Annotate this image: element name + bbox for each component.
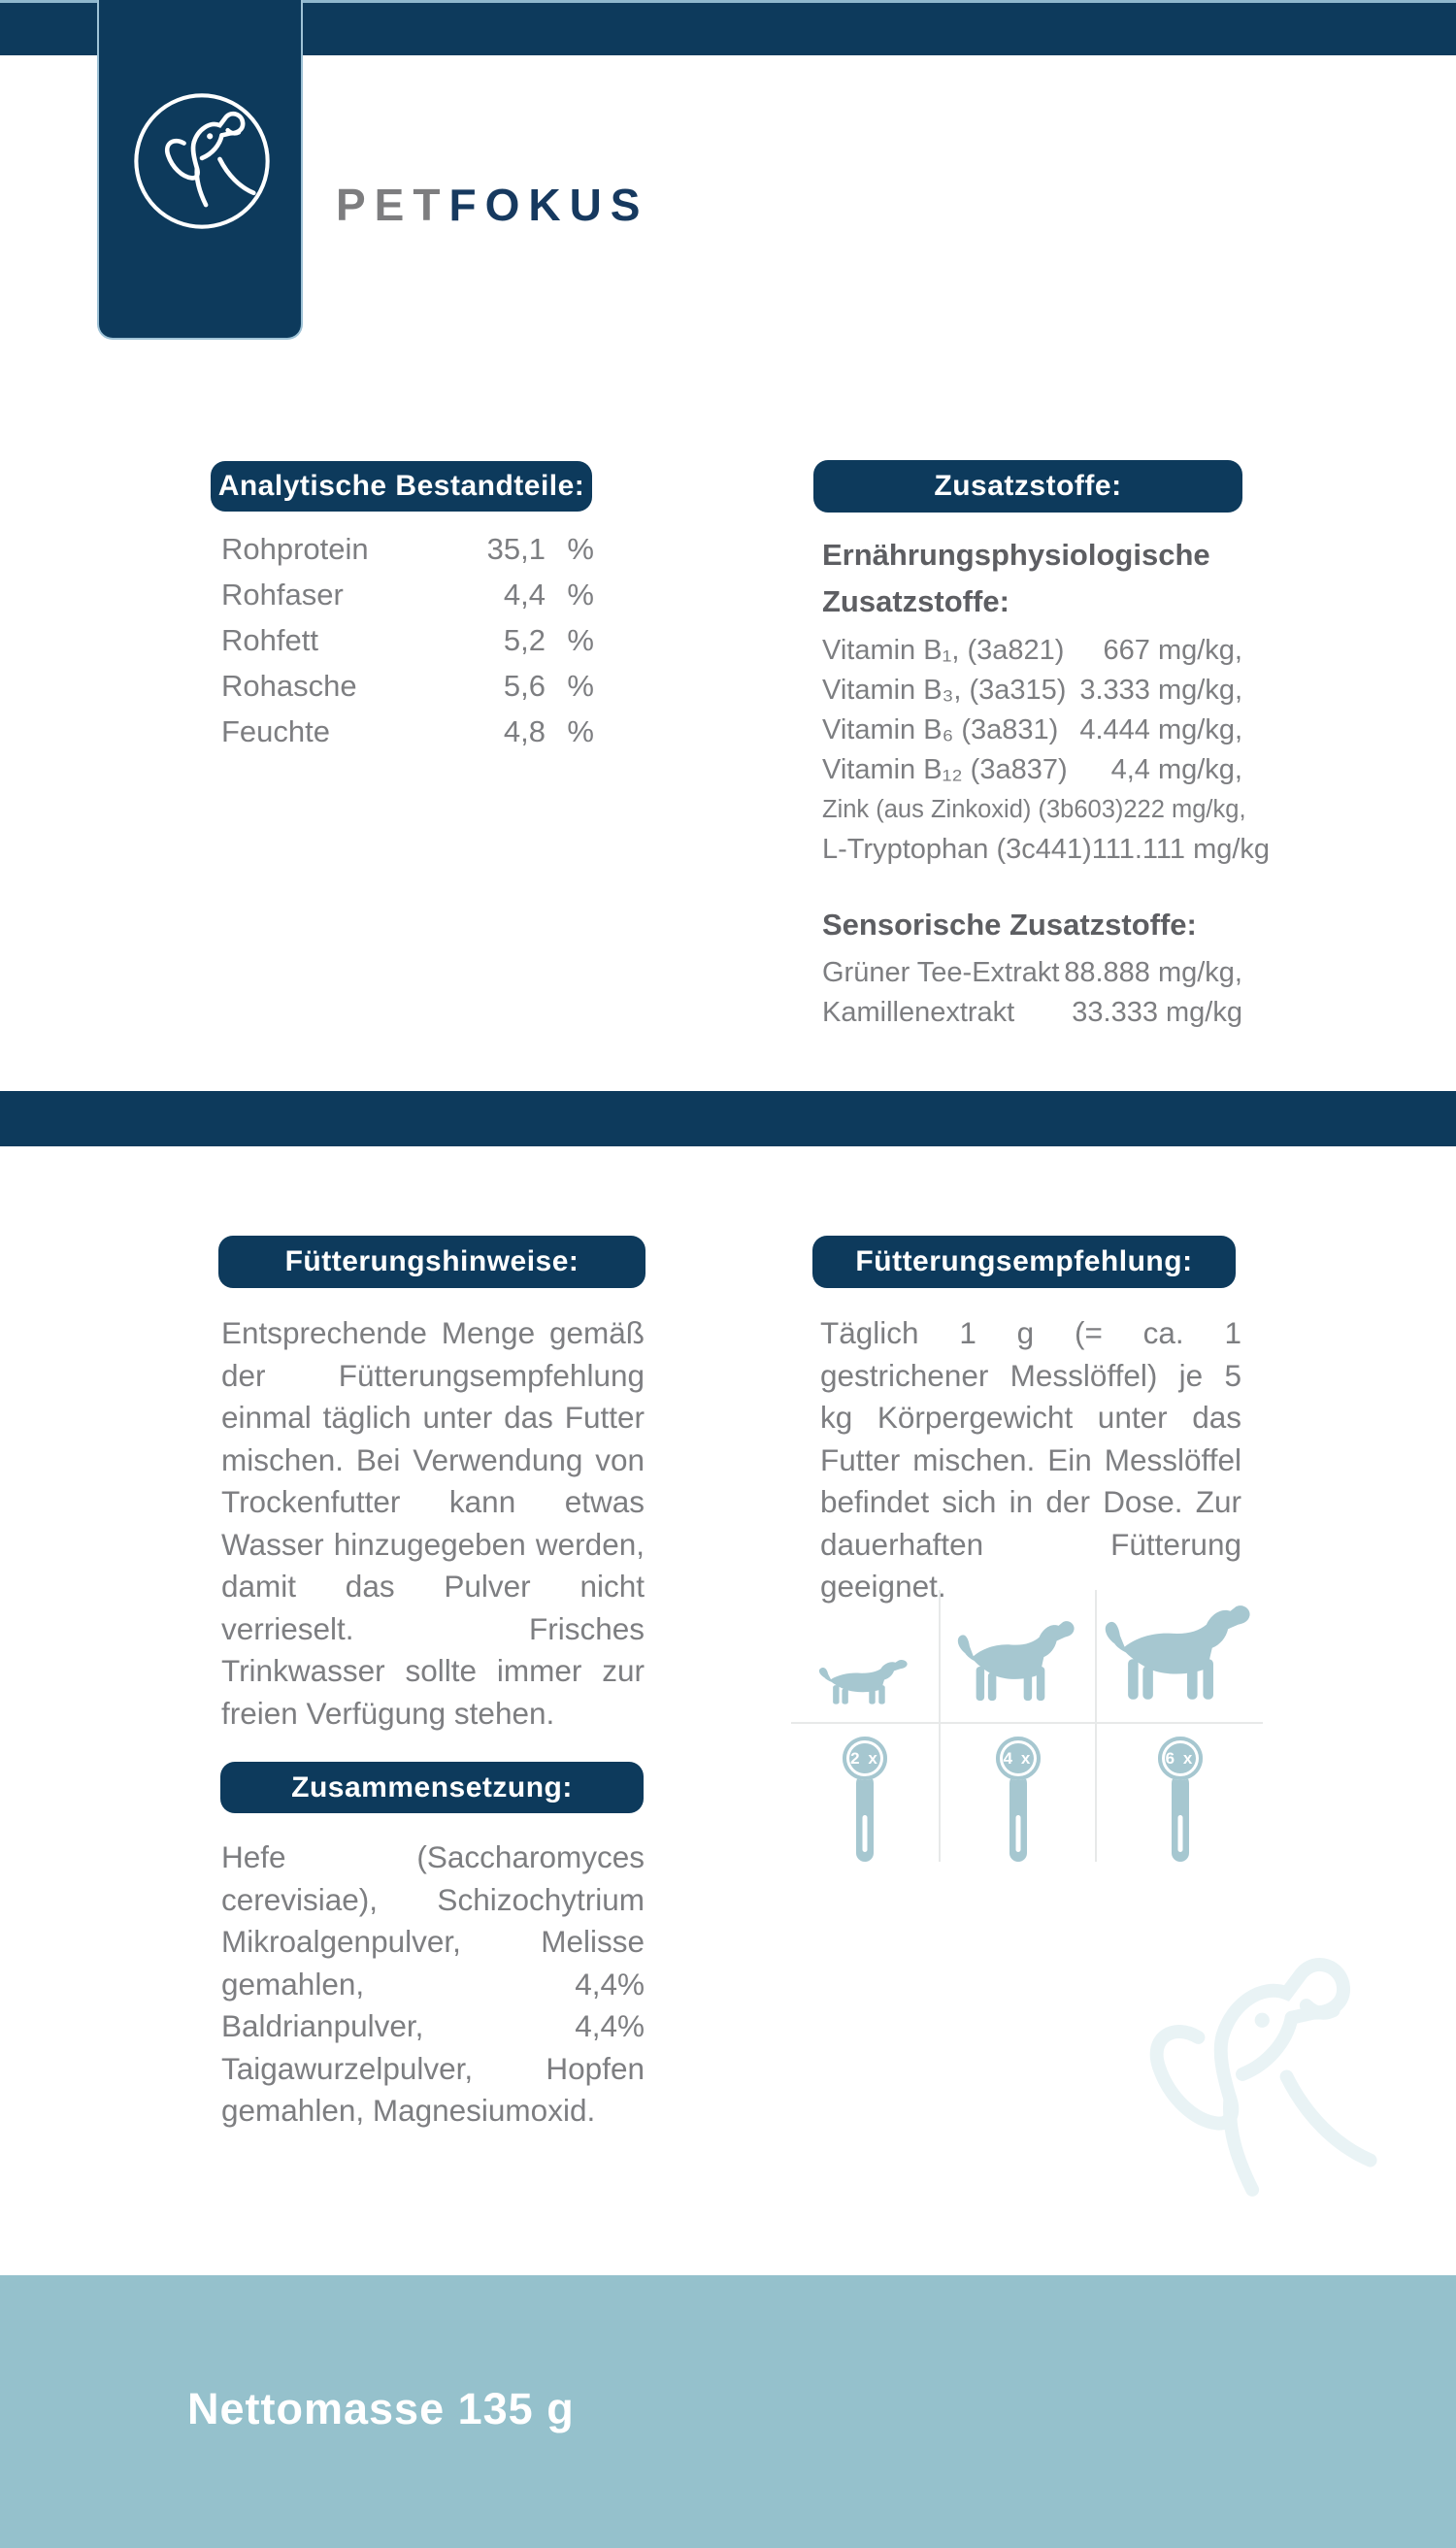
spoon-4x-icon — [996, 1737, 1041, 1862]
analytical-table — [221, 526, 594, 754]
brand-wordmark — [336, 179, 648, 231]
badge-additives: Zusatzstoffe: — [813, 460, 1242, 513]
additives-section — [822, 532, 1271, 1033]
spoon-slit — [1177, 1815, 1182, 1852]
additive-name: L-Tryptophan (3c441) — [822, 834, 1092, 865]
additive-name: Grüner Tee-Extrakt — [822, 957, 1060, 988]
watermark-dog-head-icon — [1043, 1885, 1441, 2278]
additive-row — [822, 631, 1242, 671]
dose-label: 6 x — [1165, 1748, 1195, 1768]
row-label: Feuchte — [221, 713, 331, 748]
nutritional-additives-list — [822, 631, 1271, 870]
spoon-handle — [1172, 1774, 1189, 1862]
table-row — [221, 617, 594, 663]
dog-cell — [941, 1590, 1095, 1724]
dose-column-medium-dog — [941, 1590, 1097, 1862]
row-value: 5,6 — [503, 668, 546, 703]
additive-name: Vitamin B₁₂ (3a837) — [822, 754, 1068, 785]
spoon-6x-icon — [1158, 1737, 1203, 1862]
spoon-slit — [1015, 1815, 1020, 1852]
table-row — [221, 663, 594, 709]
additive-row — [822, 993, 1242, 1033]
net-mass: Nettomasse 135 g — [187, 2384, 575, 2433]
brand-pet: PET — [336, 180, 449, 230]
row-label: Rohasche — [221, 668, 357, 703]
spoon-head — [1158, 1737, 1203, 1780]
dog-cell — [791, 1590, 939, 1724]
sensory-additives-heading: Sensorische Zusatzstoffe: — [822, 908, 1197, 942]
badge-feeding-recommendation: Fütterungsempfehlung: — [812, 1236, 1236, 1288]
additive-value: 4.444 mg/kg, — [1079, 714, 1242, 745]
table-row — [221, 572, 594, 617]
row-unit: % — [567, 531, 594, 566]
dog-small-icon — [816, 1660, 913, 1708]
additive-value: 88.888 mg/kg, — [1064, 957, 1242, 988]
composition-text: Hefe (Saccharomyces cerevisiae), Schizochytrium Mikroalgenpulver, Melisse gemahlen, 4,4% Baldrianpulver, 4,4% Taigawurzelpulver, Hopfen gemahlen, Magnesiumoxid. — [221, 1839, 645, 2128]
row-value: 4,4 — [503, 577, 546, 612]
additive-value: 222 mg/kg, — [1123, 796, 1246, 823]
additive-row — [822, 790, 1246, 830]
row-value: 4,8 — [503, 713, 546, 748]
spoon-head — [996, 1737, 1041, 1780]
additive-value: 667 mg/kg, — [1103, 635, 1242, 666]
dose-column-small-dog — [791, 1590, 941, 1862]
row-label: Rohfett — [221, 622, 318, 657]
row-value: 35,1 — [486, 531, 546, 566]
additive-name: Vitamin B₁, (3a821) — [822, 635, 1065, 666]
nutritional-additives-heading: Ernährungsphysiologische Zusatzstoffe: — [822, 538, 1210, 618]
spoon-cell — [941, 1724, 1095, 1862]
row-value: 5,2 — [503, 622, 546, 657]
dose-column-large-dog — [1097, 1590, 1263, 1862]
row-unit: % — [567, 622, 594, 657]
row-unit: % — [567, 668, 594, 703]
additive-value: 111.111 mg/kg — [1091, 834, 1271, 865]
dose-chart — [791, 1590, 1263, 1862]
additive-name: Vitamin B₃, (3a315) — [822, 675, 1067, 706]
row-label: Rohfaser — [221, 577, 344, 612]
spoon-handle — [856, 1774, 874, 1862]
spoon-head — [843, 1737, 887, 1780]
dog-medium-icon — [954, 1621, 1082, 1708]
dog-large-icon — [1101, 1605, 1260, 1708]
table-row — [221, 709, 594, 754]
additive-value: 33.333 mg/kg — [1072, 997, 1242, 1028]
row-unit: % — [567, 577, 594, 612]
dog-cell — [1097, 1590, 1263, 1724]
spoon-2x-icon — [843, 1737, 887, 1862]
additive-row — [822, 750, 1242, 790]
badge-composition: Zusammensetzung: — [220, 1762, 644, 1813]
badge-feeding-notes: Fütterungshinweise: — [218, 1236, 645, 1288]
dog-head-logo-icon — [122, 82, 281, 241]
row-unit: % — [567, 713, 594, 748]
brand-logo — [97, 0, 303, 340]
additive-row — [822, 711, 1242, 750]
additive-row — [822, 953, 1242, 993]
dose-label: 4 x — [1003, 1748, 1033, 1768]
additive-row — [822, 671, 1242, 711]
row-label: Rohprotein — [221, 531, 369, 566]
dose-label: 2 x — [850, 1748, 879, 1768]
spoon-cell — [791, 1724, 939, 1862]
footer-band — [0, 2275, 1456, 2548]
spoon-slit — [863, 1815, 868, 1852]
additive-value: 3.333 mg/kg, — [1079, 675, 1242, 706]
additive-name: Vitamin B₆ (3a831) — [822, 714, 1059, 745]
feeding-notes-text: Entsprechende Menge gemäß der Fütterungsempfehlung einmal täglich unter das Futter mischen. Bei Verwendung von Trockenfutter kann etwas Wasser hinzugegeben werden, damit das Pulver nicht verrieselt. Frisches Trinkwasser sollte immer zur freien Verfügung stehen. — [221, 1315, 645, 1731]
additive-value: 4,4 mg/kg, — [1110, 754, 1242, 785]
feeding-recommendation-text: Täglich 1 g (= ca. 1 gestrichener Messlöffel) je 5 kg Körpergewicht unter das Futter mischen. Ein Messlöffel befindet sich in der Dose. Zur dauerhaften Fütterung geeignet. — [820, 1315, 1241, 1604]
table-row — [221, 526, 594, 572]
spoon-handle — [1009, 1774, 1027, 1862]
sensory-additives-list — [822, 953, 1242, 1033]
additive-name: Kamillenextrakt — [822, 997, 1015, 1028]
divider-navy-band — [0, 1091, 1456, 1146]
badge-analytical-components: Analytische Bestandteile: — [211, 461, 592, 512]
brand-fokus: FOKUS — [448, 180, 649, 230]
spoon-cell — [1097, 1724, 1263, 1862]
additive-row — [822, 830, 1271, 870]
additive-name: Zink (aus Zinkoxid) (3b603) — [822, 796, 1124, 823]
